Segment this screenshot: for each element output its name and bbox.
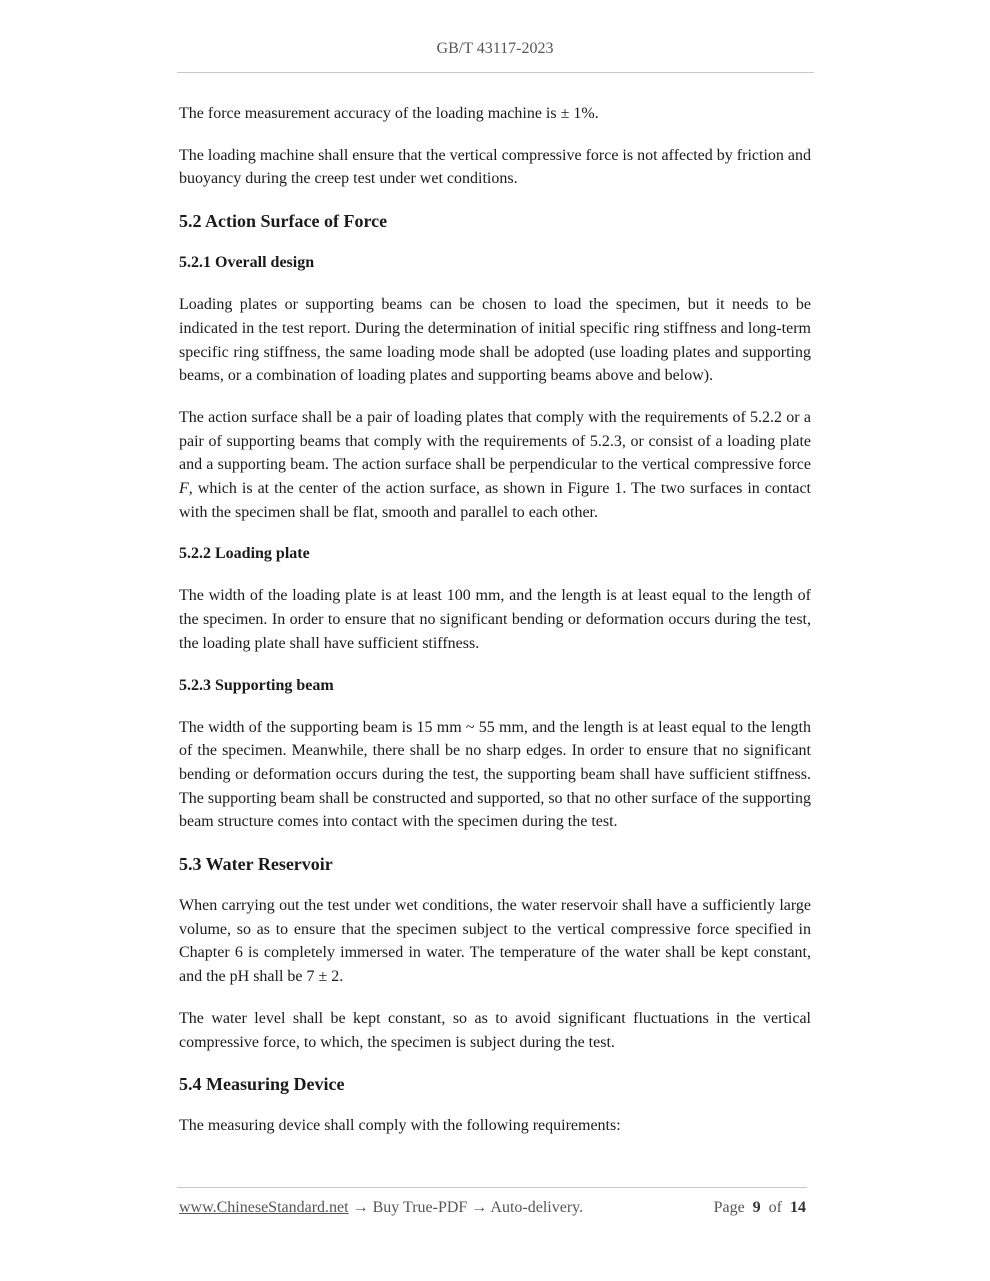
paragraph-text: The action surface shall be a pair of loading plates that comply with the requirements of 5.2.2 or a pair of supporting beams that comply with the requirements of 5.2.3, or consist of a loading plate and a supporting beam. The action surface shall be perpendicular to the vertical compressive force	[179, 408, 811, 474]
section-heading-5-2: 5.2 Action Surface of Force	[179, 211, 388, 232]
paragraph-supporting-beam: The width of the supporting beam is 15 mm ~ 55 mm, and the length is at least equal to the length of the specimen. Meanwhile, there shall be no sharp edges. In order to ensure that no significant bending or deformation occurs during the test, the supporting beam shall have sufficient stiffness. The supporting beam shall be constructed and supported, so that no other surface of the supporting beam structure comes into contact with the specimen during the test.	[179, 718, 811, 831]
subsection-heading-5-2-3: 5.2.3 Supporting beam	[179, 676, 334, 694]
paragraph-force-accuracy: The force measurement accuracy of the loading machine is ± 1%.	[179, 105, 599, 122]
page-number: Page 9 of 14	[713, 1199, 806, 1216]
paragraph-water-reservoir-1: When carrying out the test under wet conditions, the water reservoir shall have a sufficiently large volume, so as to ensure that the specimen subject to the vertical compressive force specified in Chapter 6 is completely immersed in water. The temperature of the water shall be kept constant, and the pH shall be 7 ± 2.	[179, 897, 811, 986]
footer-tagline: → Buy True-PDF → Auto-delivery.	[348, 1199, 584, 1216]
footer-promo	[179, 1199, 583, 1217]
section-heading-5-4: 5.4 Measuring Device	[179, 1074, 345, 1095]
header-divider	[177, 72, 814, 73]
page-footer	[179, 1199, 806, 1217]
variable-f: F	[179, 480, 189, 498]
paragraph-loading-machine: The loading machine shall ensure that the vertical compressive force is not affected by friction and buoyancy during the creep test under wet conditions.	[179, 146, 811, 188]
total-pages: 14	[790, 1199, 806, 1216]
paragraph-text: , which is at the center of the action surface, as shown in Figure 1. The two surfaces in contact with the specimen shall be flat, smooth and parallel to each other.	[179, 480, 811, 521]
document-body	[179, 102, 811, 1138]
subsection-heading-5-2-1: 5.2.1 Overall design	[179, 254, 315, 272]
page-header-standard-code: GB/T 43117-2023	[436, 40, 554, 57]
subsection-heading-5-2-2: 5.2.2 Loading plate	[179, 545, 310, 563]
current-page: 9	[752, 1199, 761, 1216]
paragraph-overall-design-1: Loading plates or supporting beams can be chosen to load the specimen, but it needs to be indicated in the test report. During the determination of initial specific ring stiffness and long-term specific ring stiffness, the same loading mode shall be adopted (use loading plates and supporting beams, or a combination of loading plates and supporting beams above and below).	[179, 296, 811, 385]
paragraph-measuring-device: The measuring device shall comply with the following requirements:	[179, 1117, 621, 1135]
paragraph-loading-plate: The width of the loading plate is at least 100 mm, and the length is at least equal to the length of the specimen. In order to ensure that no significant bending or deformation occurs during the test, the loading plate shall have sufficient stiffness.	[179, 587, 811, 652]
paragraph-water-reservoir-2: The water level shall be kept constant, so as to avoid significant fluctuations in the vertical compressive force, to which, the specimen is subject during the test.	[179, 1009, 811, 1051]
site-link[interactable]: www.ChineseStandard.net	[179, 1199, 349, 1216]
footer-divider	[177, 1187, 807, 1188]
paragraph-overall-design-2	[179, 406, 811, 525]
section-heading-5-3: 5.3 Water Reservoir	[179, 854, 333, 875]
